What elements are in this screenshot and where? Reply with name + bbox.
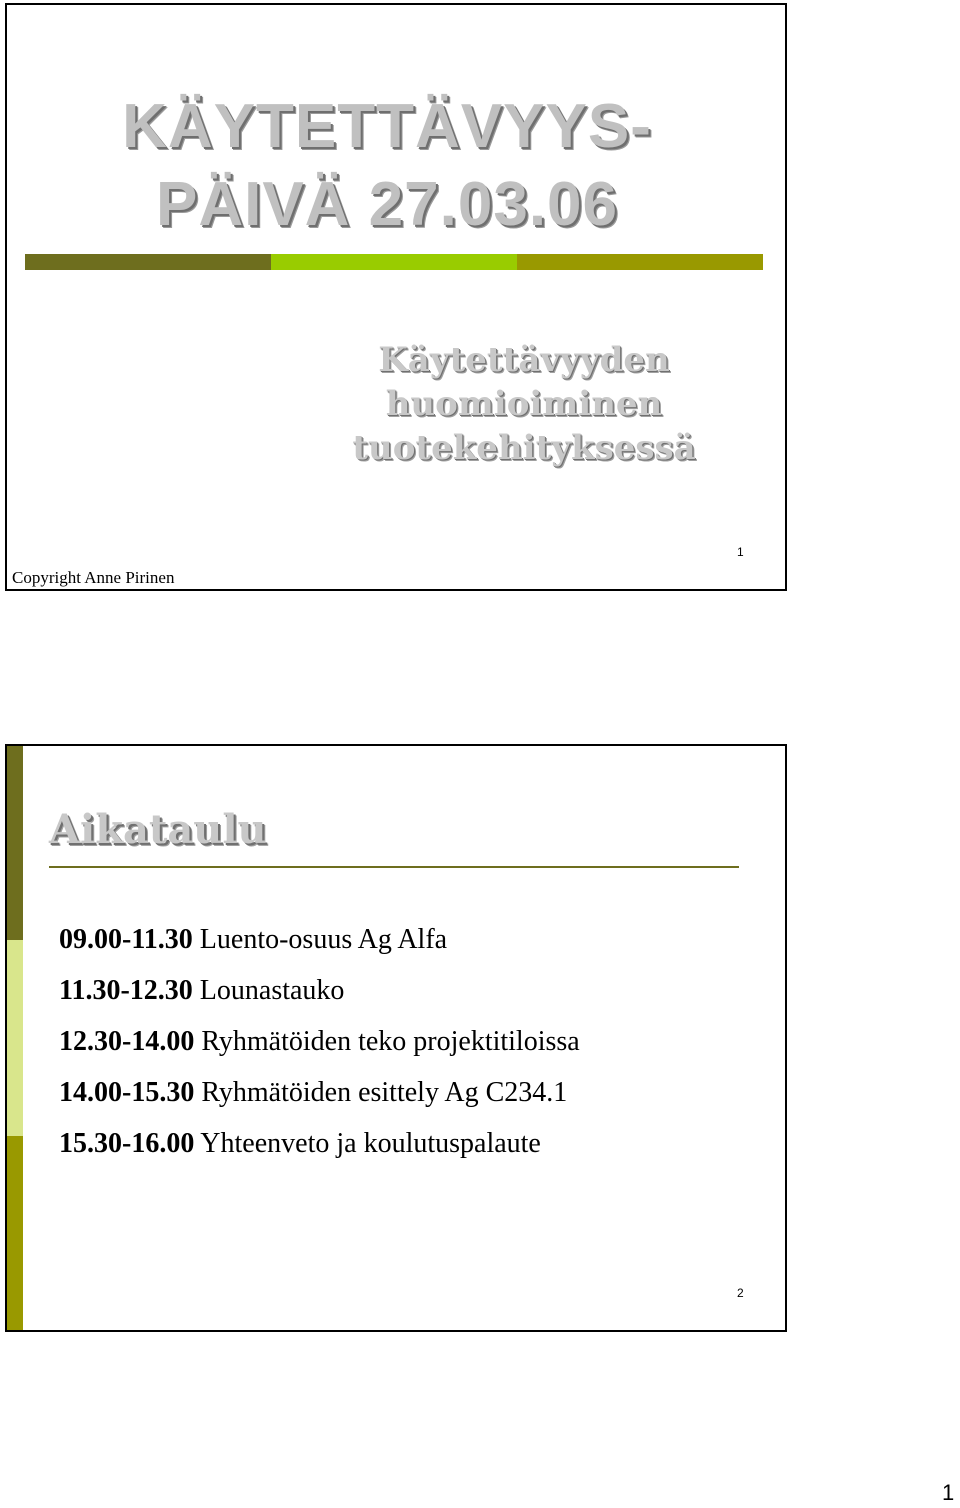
schedule-text: Luento-osuus Ag Alfa	[199, 924, 448, 955]
schedule-list	[59, 914, 580, 1169]
slide-1-title-line-2: PÄIVÄ 27.03.06	[155, 170, 619, 239]
schedule-item	[59, 914, 580, 965]
schedule-text: Ryhmätöiden esittely Ag C234.1	[201, 1077, 568, 1108]
side-accent-bar-segment	[7, 940, 23, 1136]
schedule-item	[59, 1016, 580, 1067]
schedule-time: 15.30-16.00	[59, 1128, 195, 1159]
schedule-time: 11.30-12.30	[59, 975, 193, 1006]
schedule-time: 09.00-11.30	[59, 924, 193, 955]
slide-2-heading: Aikataulu	[49, 806, 267, 853]
accent-bar-segment	[25, 254, 271, 270]
schedule-item	[59, 965, 580, 1016]
slide-1	[5, 3, 787, 591]
side-accent-bar-segment	[7, 1136, 23, 1330]
accent-bar-segment	[517, 254, 763, 270]
document-page-number: 1	[942, 1480, 955, 1505]
slide-page-number: 2	[737, 1286, 744, 1300]
schedule-time: 14.00-15.30	[59, 1077, 195, 1108]
slide-page-number: 1	[737, 545, 744, 559]
schedule-item	[59, 1067, 580, 1118]
schedule-text: Lounastauko	[199, 975, 345, 1006]
schedule-text: Ryhmätöiden teko projektitiloissa	[201, 1026, 580, 1057]
copyright-text: Copyright Anne Pirinen	[12, 568, 175, 587]
slide-1-subtitle-line-2: huomioiminen	[385, 384, 663, 424]
slide-1-subtitle-line-3: tuotekehityksessä	[352, 428, 696, 468]
slide-1-title-line-1: KÄYTETTÄVYYS-	[122, 92, 652, 161]
slide-2	[5, 744, 787, 1332]
schedule-item	[59, 1118, 580, 1169]
schedule-text: Yhteenveto ja koulutuspalaute	[200, 1128, 541, 1159]
schedule-time: 12.30-14.00	[59, 1026, 195, 1057]
heading-underline	[49, 866, 739, 868]
slide-1-subtitle-line-1: Käytettävyyden	[378, 340, 670, 380]
side-accent-bar-segment	[7, 746, 23, 940]
accent-bar-segment	[271, 254, 517, 270]
